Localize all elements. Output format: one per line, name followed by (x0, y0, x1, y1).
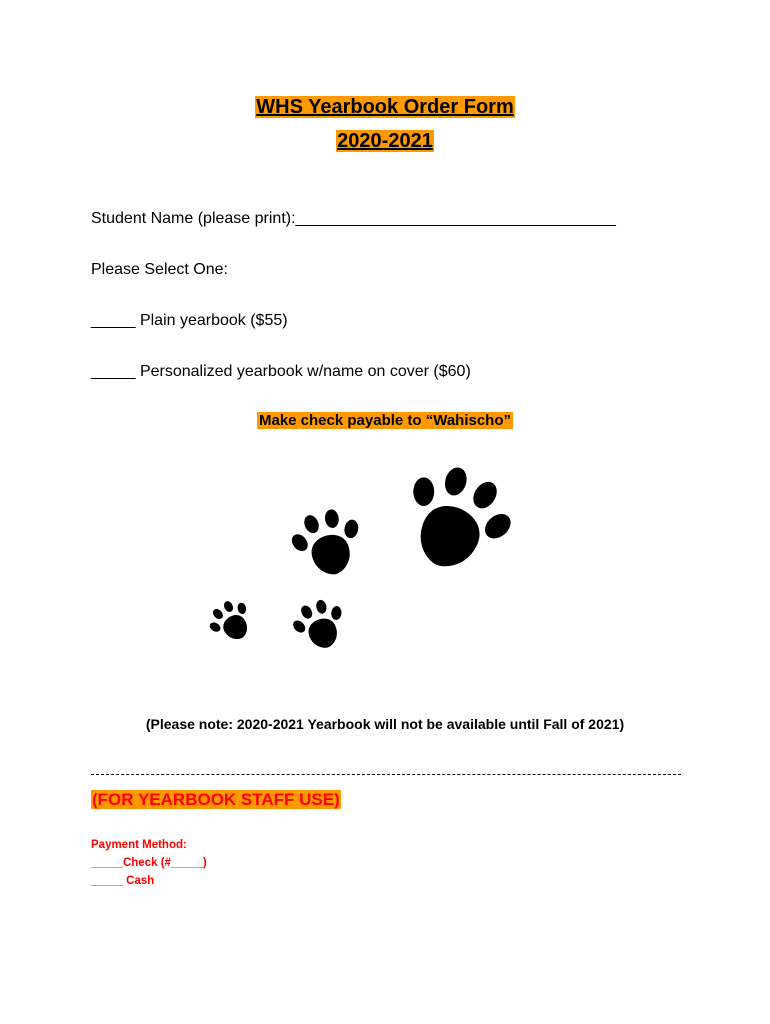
select-prompt: Please Select One: (91, 261, 228, 278)
paw-prints-icon (180, 460, 520, 660)
cut-line-divider (91, 774, 681, 775)
paw-print-medium-icon (284, 502, 372, 584)
form-year (0, 130, 770, 153)
form-title (0, 96, 770, 119)
payment-note-text: Make check payable to “Wahischo” (258, 412, 512, 429)
cash-line: _____ Cash (91, 875, 155, 887)
option-plain-yearbook[interactable]: _____ Plain yearbook ($55) (91, 312, 288, 329)
paw-print-small-icon (201, 592, 261, 650)
check-line: _____Check (#_____) (91, 857, 207, 869)
student-name-field[interactable]: Student Name (please print):____________________________________ (91, 210, 616, 227)
paw-print-large-icon (384, 460, 520, 588)
form-title-text: WHS Yearbook Order Form (256, 96, 514, 118)
availability-note: (Please note: 2020-2021 Yearbook will not be available until Fall of 2021) (145, 716, 625, 732)
paw-print-small-icon (286, 593, 354, 657)
staff-use-header (91, 790, 341, 810)
payment-method-label: Payment Method: (91, 839, 187, 851)
payment-note (0, 412, 770, 429)
form-year-text: 2020-2021 (337, 130, 433, 152)
option-personalized-yearbook[interactable]: _____ Personalized yearbook w/name on cover ($60) (91, 363, 471, 380)
staff-use-header-text: (FOR YEARBOOK STAFF USE) (92, 790, 340, 809)
